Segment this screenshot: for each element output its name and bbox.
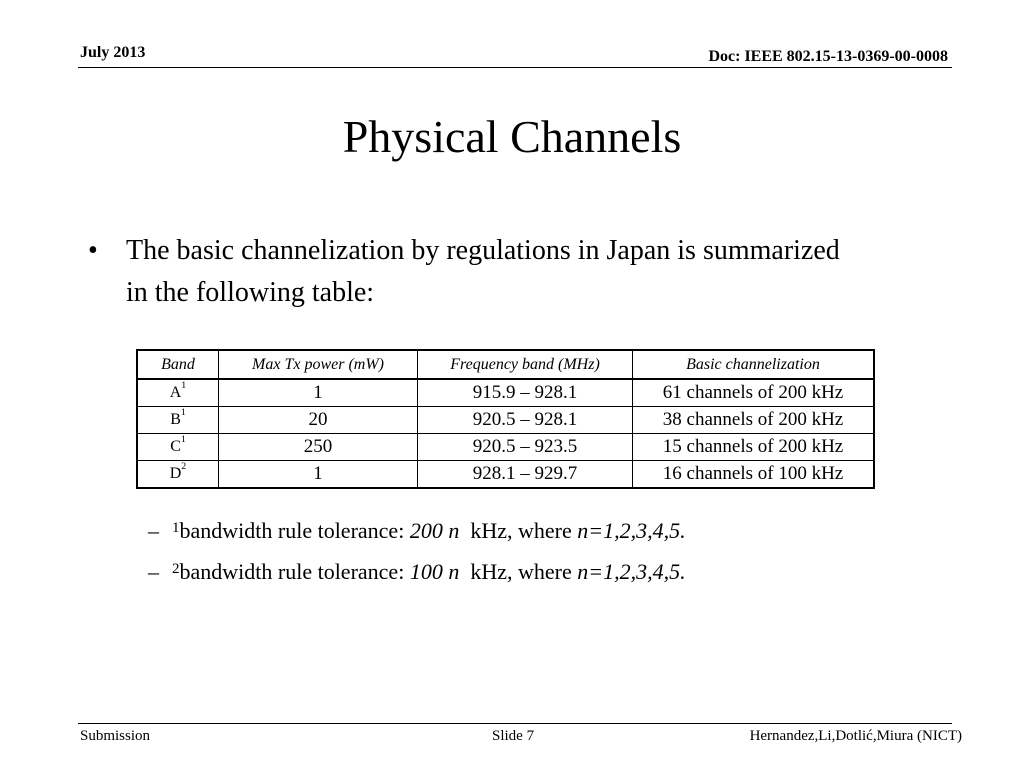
bullet-item bbox=[88, 230, 848, 314]
header-doc-id: Doc: IEEE 802.15-13-0369-00-0008 bbox=[708, 48, 948, 65]
band-footnote-mark: 1 bbox=[180, 407, 186, 419]
band-letter: B bbox=[170, 411, 181, 428]
table-row bbox=[137, 434, 874, 461]
header-date: July 2013 bbox=[80, 44, 146, 61]
band-footnote-mark: 1 bbox=[181, 380, 187, 392]
table-row bbox=[137, 379, 874, 407]
cell-power: 20 bbox=[219, 407, 418, 434]
cell-frequency: 920.5 – 928.1 bbox=[418, 407, 633, 434]
header-channelization: Basic channelization bbox=[633, 350, 875, 379]
band-letter: A bbox=[169, 384, 182, 401]
footnote-mark: 1 bbox=[172, 520, 180, 536]
table-row bbox=[137, 407, 874, 434]
cell-band bbox=[137, 461, 219, 489]
cell-band bbox=[137, 379, 219, 407]
footnote-2 bbox=[148, 559, 686, 585]
table-row bbox=[137, 461, 874, 489]
cell-power: 1 bbox=[219, 461, 418, 489]
cell-frequency: 915.9 – 928.1 bbox=[418, 379, 633, 407]
footnote-prefix: bandwidth rule tolerance: bbox=[179, 559, 410, 584]
bullet-dot-icon: • bbox=[88, 235, 98, 266]
cell-band bbox=[137, 434, 219, 461]
footnote-1 bbox=[148, 518, 686, 544]
cell-power: 1 bbox=[219, 379, 418, 407]
header-frequency: Frequency band (MHz) bbox=[418, 350, 633, 379]
footnote-value: 200 n bbox=[409, 518, 460, 543]
footnote-variable: n=1,2,3,4,5 bbox=[577, 518, 681, 543]
cell-channelization: 16 channels of 100 kHz bbox=[633, 461, 875, 489]
footnote-end: . bbox=[680, 559, 686, 584]
cell-frequency: 920.5 – 923.5 bbox=[418, 434, 633, 461]
bullet-text: The basic channelization by regulations in Japan is summarized in the following table: bbox=[126, 235, 840, 308]
footnote-text bbox=[148, 518, 686, 544]
dash-icon: – bbox=[148, 518, 159, 543]
footer-submission: Submission bbox=[80, 728, 151, 744]
dash-icon: – bbox=[148, 559, 159, 584]
footnote-variable: n=1,2,3,4,5 bbox=[577, 559, 681, 584]
band-letter: D bbox=[169, 465, 182, 482]
cell-channelization: 15 channels of 200 kHz bbox=[633, 434, 875, 461]
header-power: Max Tx power (mW) bbox=[219, 350, 418, 379]
footer-slide-number: Slide 7 bbox=[492, 728, 535, 744]
header-band: Band bbox=[137, 350, 219, 379]
band-footnote-mark: 1 bbox=[180, 434, 186, 446]
footnote-text bbox=[148, 559, 686, 585]
cell-channelization: 38 channels of 200 kHz bbox=[633, 407, 875, 434]
footnote-mark: 2 bbox=[172, 561, 180, 577]
slide-title: Physical Channels bbox=[342, 111, 682, 162]
footnote-mid: kHz, where bbox=[459, 559, 578, 584]
footer-authors: Hernandez,Li,Dotlić,Miura (NICT) bbox=[749, 728, 962, 744]
cell-channelization: 61 channels of 200 kHz bbox=[633, 379, 875, 407]
table-header-row bbox=[137, 350, 874, 379]
footnote-end: . bbox=[680, 518, 686, 543]
footer-divider bbox=[78, 723, 952, 724]
cell-frequency: 928.1 – 929.7 bbox=[418, 461, 633, 489]
cell-power: 250 bbox=[219, 434, 418, 461]
band-letter: C bbox=[170, 438, 181, 455]
header-divider bbox=[78, 67, 952, 68]
channel-table bbox=[136, 349, 875, 489]
footnote-mid: kHz, where bbox=[459, 518, 578, 543]
band-footnote-mark: 2 bbox=[181, 461, 187, 473]
footnote-value: 100 n bbox=[409, 559, 460, 584]
footnote-prefix: bandwidth rule tolerance: bbox=[179, 518, 410, 543]
cell-band bbox=[137, 407, 219, 434]
